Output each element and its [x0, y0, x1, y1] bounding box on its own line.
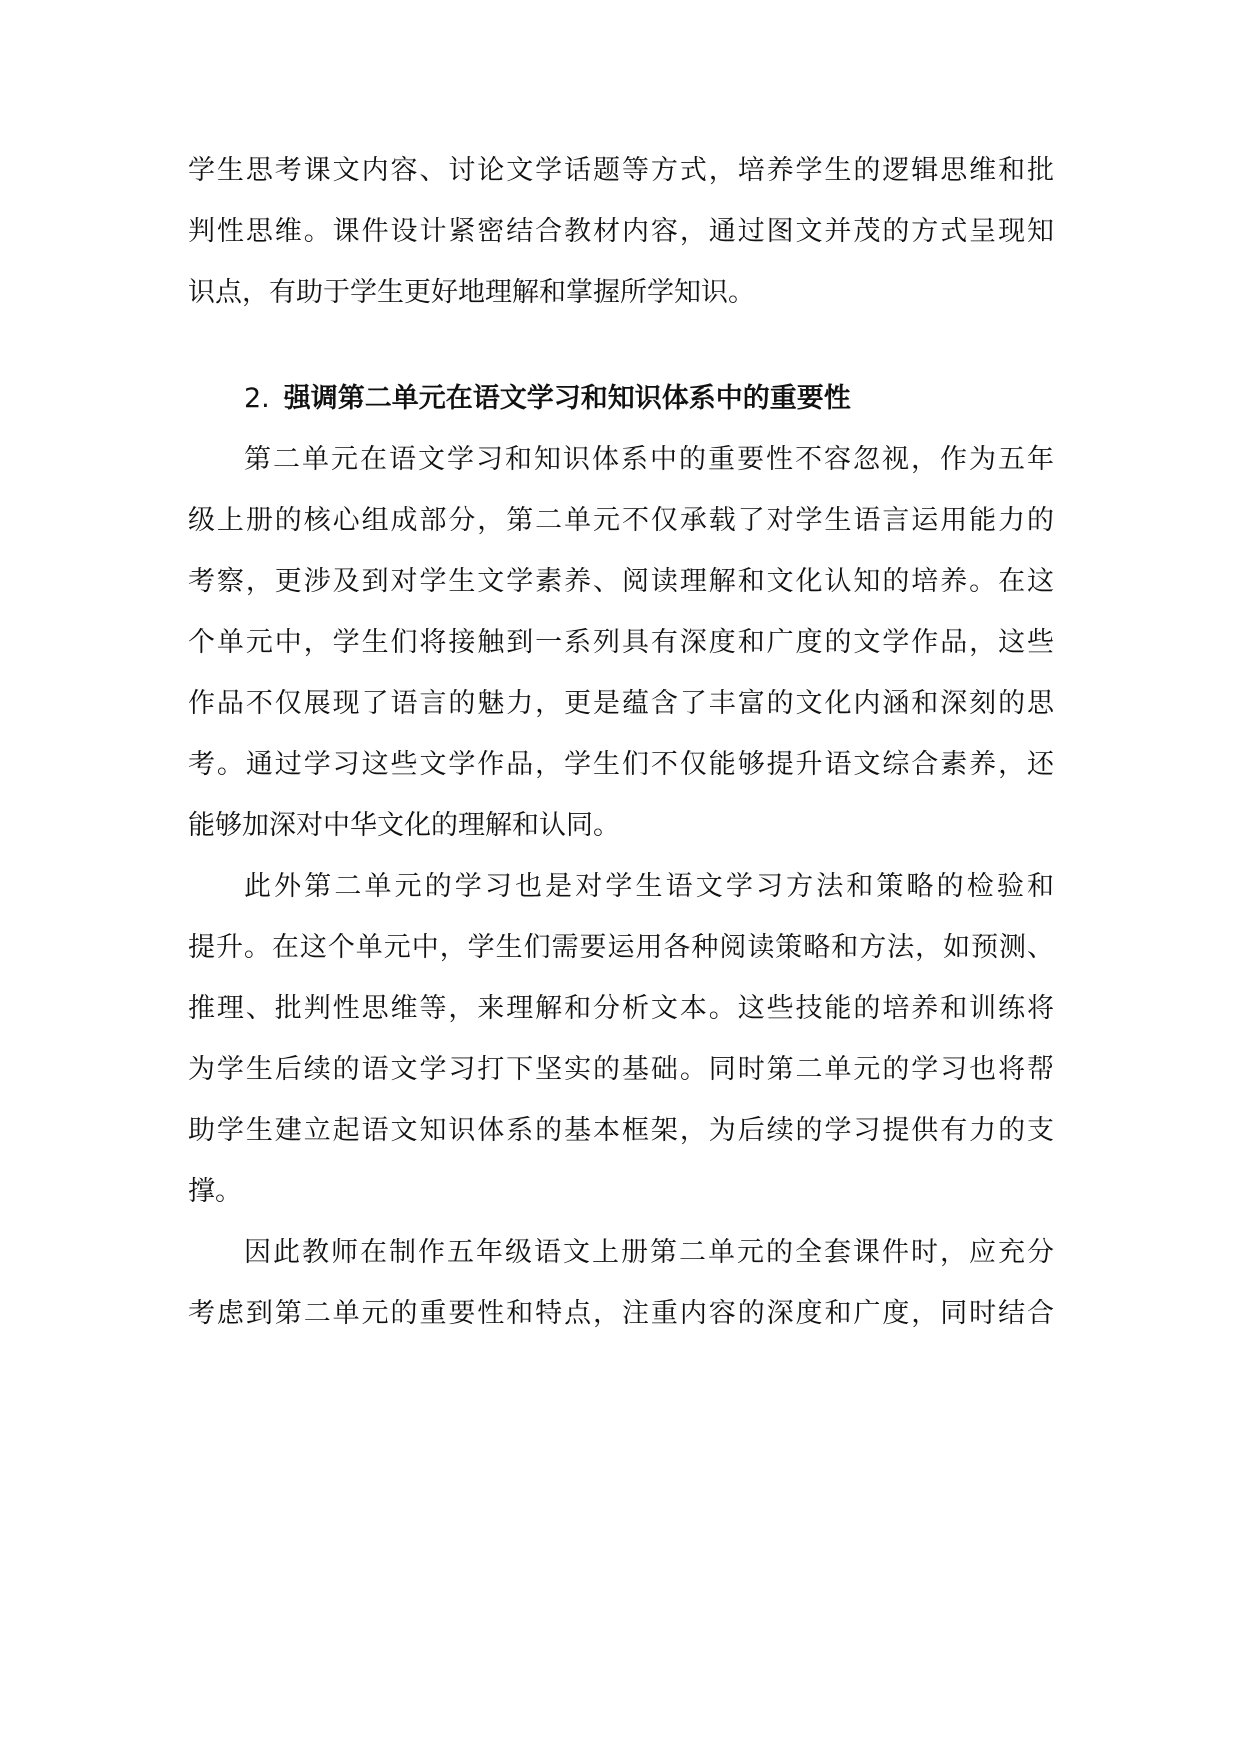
- paragraph-line: 撑。: [188, 1176, 242, 1207]
- paragraph-line: 此外第二单元的学习也是对学生语文学习方法和策略的检验和: [244, 871, 1054, 902]
- paragraph-line: 第二单元在语文学习和知识体系中的重要性不容忽视，作为五年: [244, 444, 1054, 475]
- paragraph-line: 级上册的核心组成部分，第二单元不仅承载了对学生语言运用能力的: [188, 505, 1054, 536]
- section-spacer: [188, 323, 1054, 368]
- paragraph-line: 为学生后续的语文学习打下坚实的基础。同时第二单元的学习也将帮: [188, 1054, 1054, 1085]
- paragraph-line: 推理、批判性思维等，来理解和分析文本。这些技能的培养和训练将: [188, 993, 1054, 1024]
- paragraph-3: [188, 856, 1054, 1222]
- paragraph-line: 因此教师在制作五年级语文上册第二单元的全套课件时，应充分: [244, 1237, 1054, 1268]
- paragraph-4: [188, 1222, 1054, 1344]
- paragraph-line: 考。通过学习这些文学作品，学生们不仅能够提升语文综合素养，还: [188, 749, 1054, 780]
- paragraph-line: 识点，有助于学生更好地理解和掌握所学知识。: [188, 277, 755, 308]
- paragraph-line: 判性思维。课件设计紧密结合教材内容，通过图文并茂的方式呈现知: [188, 216, 1054, 247]
- paragraph-line: 考虑到第二单元的重要性和特点，注重内容的深度和广度，同时结合: [188, 1298, 1054, 1329]
- paragraph-line: 助学生建立起语文知识体系的基本框架，为后续的学习提供有力的支: [188, 1115, 1054, 1146]
- paragraph-line: 作品不仅展现了语言的魅力，更是蕴含了丰富的文化内涵和深刻的思: [188, 688, 1054, 719]
- document-body: [188, 140, 1054, 1344]
- section-title: 强调第二单元在语文学习和知识体系中的重要性: [283, 383, 851, 414]
- paragraph-line: 学生思考课文内容、讨论文学话题等方式，培养学生的逻辑思维和批: [188, 155, 1054, 186]
- section-number: 2.: [244, 383, 270, 414]
- paragraph-line: 提升。在这个单元中，学生们需要运用各种阅读策略和方法，如预测、: [188, 932, 1054, 963]
- paragraph-1: [188, 140, 1054, 323]
- paragraph-line: 考察，更涉及到对学生文学素养、阅读理解和文化认知的培养。在这: [188, 566, 1054, 597]
- paragraph-2: [188, 429, 1054, 856]
- paragraph-line: 能够加深对中华文化的理解和认同。: [188, 810, 620, 841]
- section-heading: [188, 368, 1054, 429]
- paragraph-line: 个单元中，学生们将接触到一系列具有深度和广度的文学作品，这些: [188, 627, 1054, 658]
